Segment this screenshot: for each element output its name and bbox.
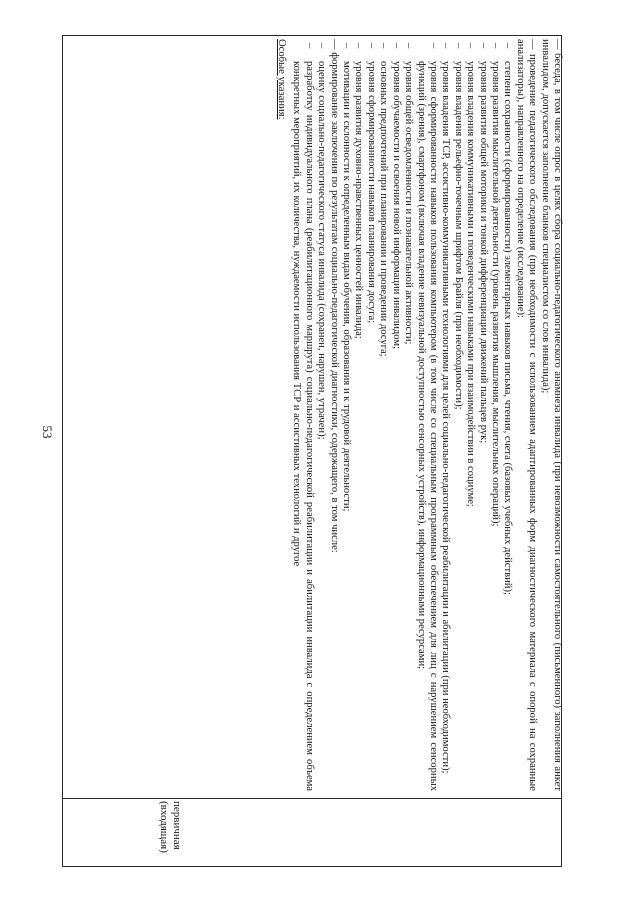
list-item: – мотивации и склонности к определенным видам обучения, образования и к трудовой деятельности; [340, 39, 352, 791]
paragraph-conclusion: — формирование заключения по результатам социально-педагогической диагностики, содержащего, в том числе: [328, 39, 340, 553]
table-frame [62, 35, 562, 867]
list-item: – уровня развития общей моторики и тонкой дифференциации движений пальцев рук; [476, 39, 488, 791]
list-item: – уровня владения ТСР, ассистивно-коммуникативными технологиями для целей социально-педагогической реабилитации и абилитации (при необходимости); [439, 39, 451, 791]
examination-list [340, 39, 514, 791]
list-item: – разработку индивидуального плана (реабилитационного маршрута) социально-педагогической реабилитации и абилитации инвалида с определением объема конкретных мероприятий, их количества, нуждаемости использования ТСР и ассистивных технологий и другое [290, 39, 315, 791]
list-item: – уровня обучаемости и освоения новой информации инвалидом; [389, 39, 401, 791]
list-item: – уровня владения коммуникативными и поведенческими навыками при взаимодействии в социуме; [464, 39, 476, 791]
special-notes-label: Особые указания: [276, 39, 288, 120]
list-item: – уровня развития мыслительной деятельности (уровень развития мышления, мыслительных операций); [489, 39, 501, 791]
paragraph-examination: — проведение педагогического обследования (при необходимости с использованием адаптированных форм диагностического материала с опорой на сохранные анализаторы), направленного на определение (исследование): [514, 39, 539, 791]
first-column-line2: (входящая) [158, 801, 170, 853]
list-item: – уровня владения рельефно-точечным шрифтом Брайля (при необходимости); [451, 39, 463, 791]
first-column-line1: первичная [171, 801, 183, 850]
conclusion-list [290, 39, 327, 791]
column-divider [63, 798, 561, 799]
page-number: 53 [40, 425, 55, 439]
first-column-cell [157, 801, 183, 861]
list-item: – уровня развития духовно-нравственных ценностей инвалида; [352, 39, 364, 791]
main-content-cell [123, 39, 563, 791]
list-item: – уровня общей осведомленности и познавательной активности; [402, 39, 414, 791]
list-item: – уровня сформированности навыков планирования досуга; [365, 39, 377, 791]
list-item: – степени сохранности (сформированности) элементарных навыков письма, чтения, счета (базовых учебных действий); [501, 39, 513, 791]
list-item: – оценку социально-педагогического статуса инвалида (сохранен, нарушен, утрачен); [315, 39, 327, 791]
list-item: – уровня сформированности навыков пользования компьютером (в том числе со специальным программным обеспечением для лиц с нарушением сенсорных функций (зрения), смартфоном (включая владение невизуальной доступностью сенсорных устройств), информационными ресурсами; [414, 39, 439, 791]
paragraph-conversation: — беседа, в том числе опрос в целях сбора социально-педагогического анамнеза инвалида (при невозможности самостоятельного (письменного) заполнения анкет инвалидом, допускается заполнение бланков специалистом со слов инвалида); [539, 39, 563, 791]
list-item: – основных предпочтений при планировании и проведении досуга; [377, 39, 389, 791]
